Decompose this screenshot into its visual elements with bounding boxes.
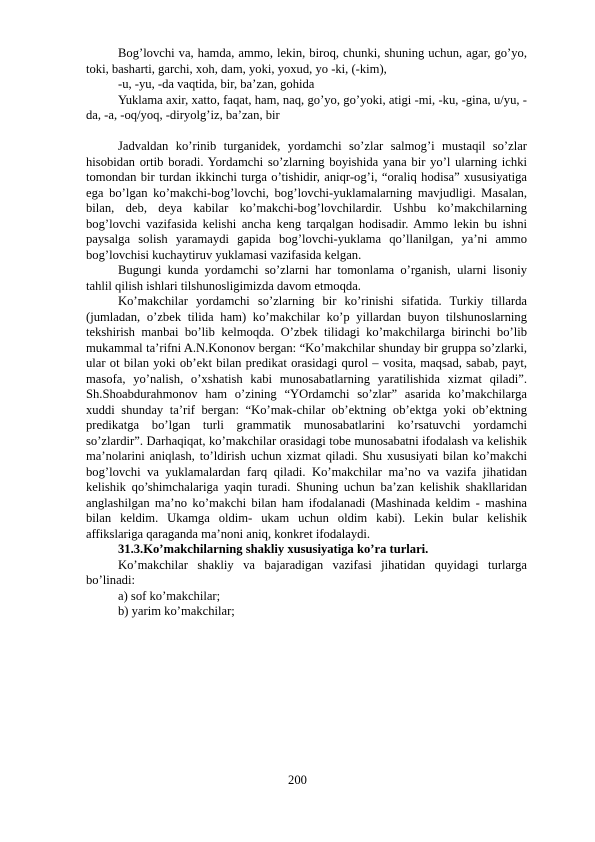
- paragraph-conjunctions-cont: -u, -yu, -da vaqtida, bir, ba’zan, gohida: [118, 77, 315, 91]
- list-item-semi: b) yarim ko’makchilar;: [118, 604, 235, 618]
- paragraph-postpositions: Ko’makchilar yordamchi so’zlarning bir ko’rinishi sifatida. Turkiy tillarda (jumladan, o’zbek tilida ham) ko’makchilar ko’p yillardan buyon tilshunoslarning tekshirish manbai bo’lib kelmoqda. O’zbek tilidagi ko’makchilarga birinchi bo’lib mukammal ta’rifni A.N.Kononov bergan: “Ko’makchilar shunday bir gruppa so’zlarki, ular ot bilan yoki ob’ekt bilan predikat orasidagi qurol – vosita, maqsad, sabab, payt, masofa, yo’nalish, o’xshatish kabi munosabatlarning yaratilishida xizmat qiladi”. Sh.Shoabdurahmonov ham o’zining “YOrdamchi so’zlar” asarida ko’makchilarga xuddi shunday ta’rif bergan: “Ko’mak-chilar ob’ektning ob’ektga yoki ob’ektning predikatga bo’lgan turli grammatik munosabatlarini ko’rsatuvchi yordamchi so’zlardir”. Darhaqiqat, ko’makchilar orasidagi tobe munosabatni ifodalash va kelishik ma’nolarini aniqlash, to’ldirish uchun xizmat qiladi. Shu xususiyati bilan ko’makchi bog’lovchi va yuklamalardan farq qiladi. Ko’makchilar ma’no va vazifa jihatidan kelishik qo’shimchalariga yaqin turadi. Shuning uchun ba’zan kelishik shakllaridan anglashilgan ma’no ko’makchi bilan ham ifodalanadi (Mashinada keldim - mashina bilan keldim. Ukamga oldim- ukam uchun oldim kabi). Lekin bular kelishik affikslariga qaraganda ma’noni aniq, konkret ifodalaydi.: [86, 294, 527, 541]
- paragraph-table-analysis: Jadvaldan ko’rinib turganidek, yordamchi so’zlar salmog’i mustaqil so’zlar hisobidan ortib boradi. Yordamchi so’zlarning boyishida yana bir yo’l ularning ichki tomondan bir turdan ikkinchi turga o’tishidir, aniqr-og’i, “oraliq hodisa” xususiyatiga ega bo’lgan ko’makchi-bog’lovchi, bog’lovchi-yuklamalarning mavjudligi. Masalan, bilan, deb, deya kabilar ko’makchi-bog’lovchilardir. Ushbu ko’makchilarning bog’lovchi vazifasida kelishi ancha keng tarqalgan hodisadir. Ammo lekin bu ishni paysalga solish yaramaydi gapida bog’lovchi-yuklama qo’llanilgan, ya’ni ammo bog’lovchisi kuchaytiruv yuklamasi vazifasida kelgan.: [86, 139, 527, 262]
- section-heading: 31.3.Ko’makchilarning shakliy xususiyatiga ko’ra turlari.: [118, 542, 429, 556]
- paragraph-conjunctions: Bog’lovchi va, hamda, ammo, lekin, biroq, chunki, shuning uchun, agar, go’yo, toki, basharti, garchi, xoh, dam, yoki, yoxud, yo -ki, (-kim),: [86, 46, 527, 76]
- page-number: 200: [288, 773, 307, 787]
- paragraph-classification: Ko’makchilar shakliy va bajaradigan vazifasi jihatidan quyidagi turlarga bo’linadi:: [86, 557, 527, 587]
- list-item-pure: a) sof ko’makchilar;: [118, 588, 221, 603]
- paragraph-particles: Yuklama axir, xatto, faqat, ham, naq, go’yo, go’yoki, atigi -mi, -ku, -gina, u/yu, -da, -a, -oq/yoq, -diryolg’iz, ba’zan, bir: [86, 92, 527, 122]
- document-page: [86, 46, 527, 620]
- paragraph-current-research: Bugungi kunda yordamchi so’zlarni har tomonlama o’rganish, ularni lisoniy tahlil qilish ishlari tilshunosligimizda davom etmoqda.: [86, 263, 527, 293]
